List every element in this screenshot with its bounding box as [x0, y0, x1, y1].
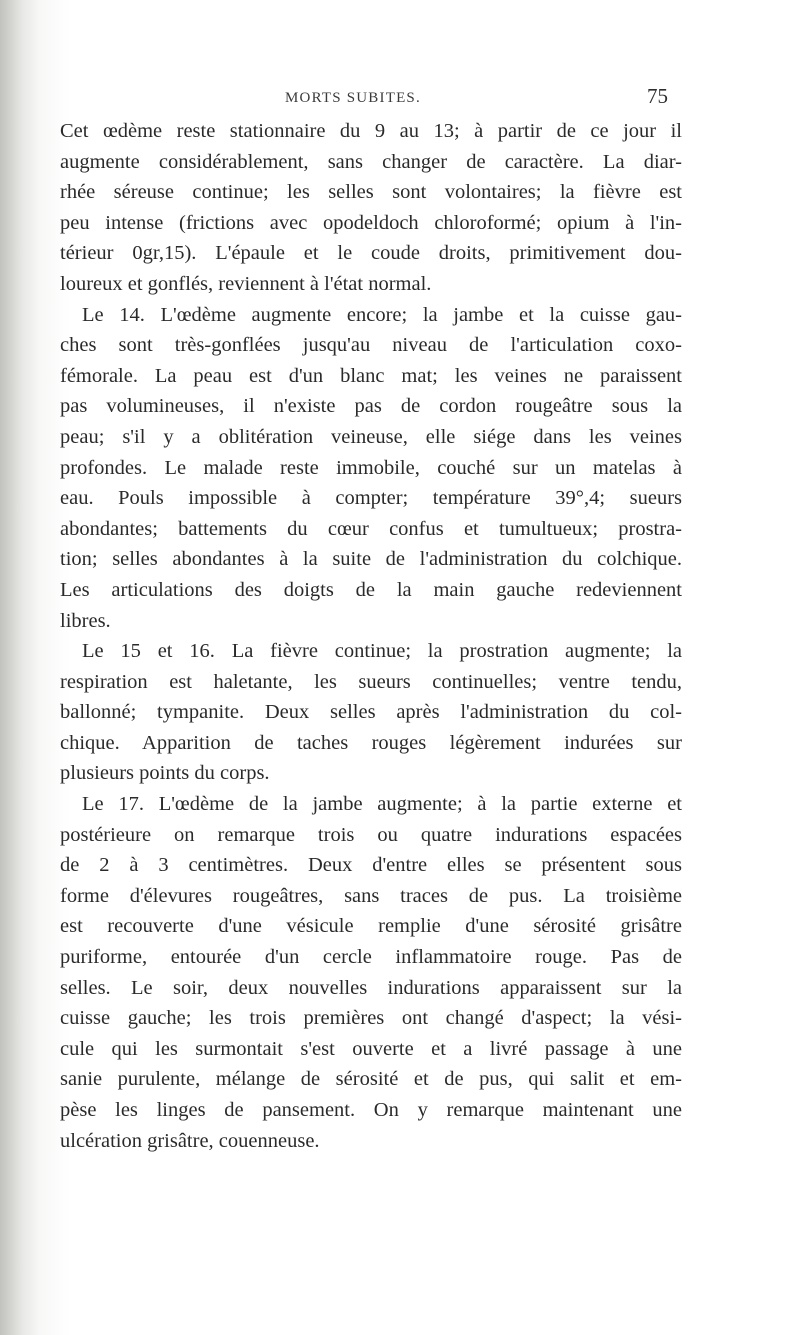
- text-line: puriforme, entourée d'un cercle inflammatoire rouge. Pas de: [60, 946, 682, 969]
- binding-gutter-shadow: [0, 0, 40, 1335]
- text-line: ballonné; tympanite. Deux selles après l'administration du col-: [60, 701, 682, 724]
- text-line: pèse les linges de pansement. On y remarque maintenant une: [60, 1099, 682, 1121]
- text-line: fémorale. La peau est d'un blanc mat; les veines ne paraissent: [60, 364, 682, 387]
- text-line: forme d'élevures rougeâtres, sans traces de pus. La troisième: [60, 884, 682, 907]
- text-line: ches sont très-gonflées jusqu'au niveau de l'articulation coxo-: [60, 334, 682, 357]
- text-line: profondes. Le malade reste immobile, couché sur un matelas à: [60, 456, 682, 479]
- text-line: respiration est haletante, les sueurs continuelles; ventre tendu,: [60, 670, 682, 693]
- text-line: tion; selles abondantes à la suite de l'administration du colchique.: [60, 548, 682, 571]
- running-header: [0, 84, 800, 112]
- text-line: cuisse gauche; les trois premières ont changé d'aspect; la vési-: [60, 1007, 682, 1030]
- text-line: selles. Le soir, deux nouvelles indurations apparaissent sur la: [60, 976, 682, 999]
- body-text: [60, 116, 682, 1156]
- text-line: loureux et gonflés, reviennent à l'état normal.: [60, 272, 432, 295]
- text-line: Le 14. L'œdème augmente encore; la jambe et la cuisse gau-: [82, 303, 682, 326]
- text-line: de 2 à 3 centimètres. Deux d'entre elles se présentent sous: [60, 854, 682, 877]
- text-line: chique. Apparition de taches rouges légèrement indurées sur: [60, 731, 682, 754]
- text-line: Le 15 et 16. La fièvre continue; la prostration augmente; la: [82, 640, 682, 663]
- text-line: postérieure on remarque trois ou quatre indurations espacées: [60, 823, 682, 846]
- text-line: ulcération grisâtre, couenneuse.: [60, 1129, 320, 1152]
- text-line: abondantes; battements du cœur confus et tumultueux; prostra-: [60, 517, 682, 540]
- text-line: Cet œdème reste stationnaire du 9 au 13; à partir de ce jour il: [60, 120, 682, 142]
- text-line: sanie purulente, mélange de sérosité et de pus, qui salit et em-: [60, 1068, 682, 1091]
- text-line: rhée séreuse continue; les selles sont volontaires; la fièvre est: [60, 181, 682, 204]
- text-line: peu intense (frictions avec opodeldoch chloroformé; opium à l'in-: [60, 211, 682, 234]
- text-line: pas volumineuses, il n'existe pas de cordon rougeâtre sous la: [60, 395, 682, 418]
- text-line: eau. Pouls impossible à compter; température 39°,4; sueurs: [60, 487, 682, 510]
- text-line: libres.: [60, 609, 111, 632]
- text-line: est recouverte d'une vésicule remplie d'une sérosité grisâtre: [60, 915, 682, 938]
- text-line: peau; s'il y a oblitération veineuse, elle siége dans les veines: [60, 425, 682, 448]
- text-line: Les articulations des doigts de la main gauche redeviennent: [60, 578, 682, 601]
- text-line: Le 17. L'œdème de la jambe augmente; à la partie externe et: [82, 793, 682, 816]
- text-line: plusieurs points du corps.: [60, 762, 270, 785]
- text-line: térieur 0gr,15). L'épaule et le coude droits, primitivement dou-: [60, 242, 682, 265]
- text-line: augmente considérablement, sans changer de caractère. La diar-: [60, 150, 682, 173]
- running-title: MORTS SUBITES.: [285, 90, 421, 106]
- page-number: 75: [647, 84, 668, 108]
- text-line: cule qui les surmontait s'est ouverte et a livré passage à une: [60, 1037, 682, 1060]
